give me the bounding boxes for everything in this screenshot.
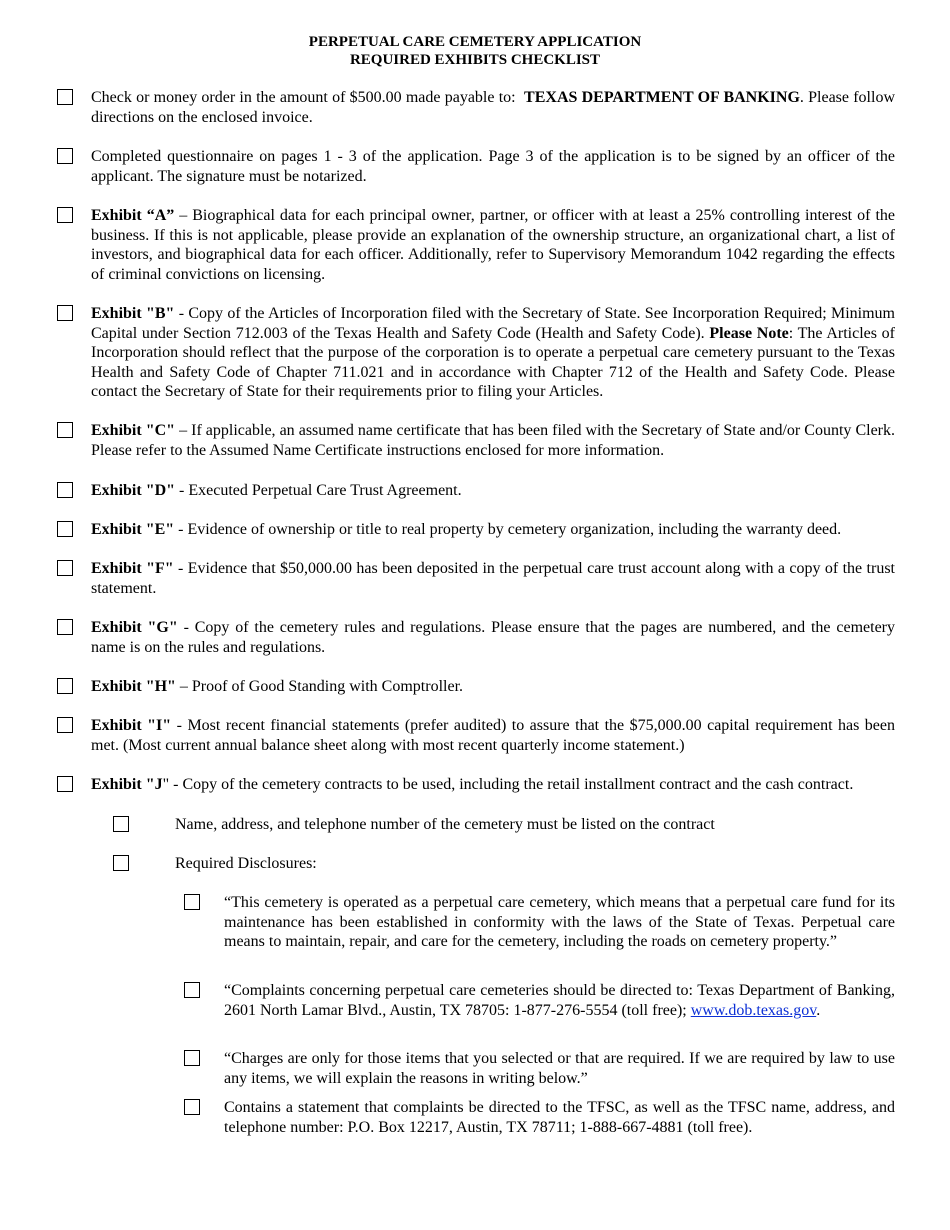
exhibit-c-label: Exhibit "C" <box>91 422 176 439</box>
exhibit-d-label: Exhibit "D" <box>91 482 176 499</box>
please-note-label: Please Note <box>709 324 789 342</box>
payee-name: TEXAS DEPARTMENT OF BANKING <box>524 89 800 106</box>
checkbox-disclosure-tfsc[interactable] <box>184 1099 200 1115</box>
disclosure-complaints: “Complaints concerning perpetual care cemeteries should be directed to: Texas Department of Banking, 2601 North Lamar Blvd., Austin, TX 78705: 1-877-276-5554 (toll free); www.dob.texas.gov. <box>224 982 895 1019</box>
checkbox-exhibit-f[interactable] <box>57 560 73 576</box>
exhibit-a-label: Exhibit “A” <box>91 207 175 224</box>
item-exhibit-b: Exhibit "B" - Copy of the Articles of Incorporation filed with the Secretary of State. See Incorporation Required; Minimum Capital under Section 712.003 of the Texas Health and Safety Code (Health and Safety Code). Please Note: The Articles of Incorporation should reflect that the purpose of the corporation is to operate a perpetual care cemetery pursuant to the Texas Health and Safety Code of Chapter 711.021 and in accordance with Chapter 712 of the Health and Safety Code. Please contact the Secretary of State for their requirements prior to filing your Articles. <box>91 305 896 401</box>
checkbox-fee[interactable] <box>57 89 73 105</box>
dob-website-link[interactable]: www.dob.texas.gov <box>690 1001 817 1019</box>
item-exhibit-j: Exhibit "J" - Copy of the cemetery contracts to be used, including the retail installment contract and the cash contract. <box>91 776 854 793</box>
exhibit-f-label: Exhibit "F" <box>91 560 174 577</box>
item-questionnaire: Completed questionnaire on pages 1 - 3 of the application. Page 3 of the application is to be signed by an officer of the applicant. The signature must be notarized. <box>91 148 895 185</box>
item-exhibit-i: Exhibit "I" - Most recent financial statements (prefer audited) to assure that the $75,000.00 capital requirement has been met. (Most current annual balance sheet along with most recent quarterly income statement.) <box>91 717 896 754</box>
sub-item-required-disclosures: Required Disclosures: <box>175 855 317 872</box>
disclosure-tfsc: Contains a statement that complaints be directed to the TFSC, as well as the TFSC name, address, and telephone number: P.O. Box 12217, Austin, TX 78711; 1-888-667-4881 (toll free). <box>224 1099 895 1136</box>
exhibit-h-label: Exhibit "H" <box>91 678 176 695</box>
exhibit-i-label: Exhibit "I" <box>91 717 172 734</box>
item-exhibit-a: Exhibit “A” – Biographical data for each principal owner, partner, or officer with at least a 25% controlling interest of the business. If this is not applicable, please provide an explanation of the ownership structure, an organizational chart, a list of investors, and biographical data for each officer. Additionally, refer to Supervisory Memorandum 1042 regarding the effects of criminal convictions on licensing. <box>91 207 895 283</box>
checkbox-questionnaire[interactable] <box>57 148 73 164</box>
exhibit-g-label: Exhibit "G" <box>91 619 178 636</box>
checkbox-exhibit-g[interactable] <box>57 619 73 635</box>
item-exhibit-e: Exhibit "E" - Evidence of ownership or title to real property by cemetery organization, including the warranty deed. <box>91 521 842 538</box>
checkbox-exhibit-h[interactable] <box>57 678 73 694</box>
checkbox-disclosure-charges[interactable] <box>184 1050 200 1066</box>
exhibit-b-label: Exhibit "B" <box>91 305 175 322</box>
exhibit-j-label: Exhibit "J <box>91 776 163 793</box>
checkbox-exhibit-d[interactable] <box>57 482 73 498</box>
item-fee: Check or money order in the amount of $500.00 made payable to: TEXAS DEPARTMENT OF BANKING. Please follow directions on the enclosed invoice. <box>91 89 896 126</box>
item-exhibit-f: Exhibit "F" - Evidence that $50,000.00 has been deposited in the perpetual care trust account along with a copy of the trust statement. <box>91 560 895 597</box>
item-exhibit-d: Exhibit "D" - Executed Perpetual Care Trust Agreement. <box>91 482 462 499</box>
checkbox-exhibit-e[interactable] <box>57 521 73 537</box>
disclosure-charges: “Charges are only for those items that you selected or that are required. If we are required by law to use any items, we will explain the reasons in writing below.” <box>224 1050 895 1087</box>
checkbox-disclosure-complaints[interactable] <box>184 982 200 998</box>
exhibit-e-label: Exhibit "E" <box>91 521 175 538</box>
title-line-1: PERPETUAL CARE CEMETERY APPLICATION <box>308 34 642 50</box>
checkbox-exhibit-b[interactable] <box>57 305 73 321</box>
checkbox-exhibit-j[interactable] <box>57 776 73 792</box>
item-exhibit-h: Exhibit "H" – Proof of Good Standing with Comptroller. <box>91 678 464 695</box>
page-title <box>0 34 950 69</box>
checkbox-exhibit-i[interactable] <box>57 717 73 733</box>
disclosure-perpetual-care: “This cemetery is operated as a perpetual care cemetery, which means that a perpetual care fund for its maintenance has been established in conformity with the laws of the State of Texas. Perpetual care means to maintain, repair, and care for the cemetery, including the roads on cemetery property.” <box>224 894 895 951</box>
item-exhibit-g: Exhibit "G" - Copy of the cemetery rules and regulations. Please ensure that the pages are numbered, and the cemetery name is on the rules and regulations. <box>91 619 895 656</box>
checkbox-required-disclosures[interactable] <box>113 855 129 871</box>
checkbox-name-address[interactable] <box>113 816 129 832</box>
item-exhibit-c: Exhibit "C" – If applicable, an assumed name certificate that has been filed with the Secretary of State and/or County Clerk. Please refer to the Assumed Name Certificate instructions enclosed for more information. <box>91 422 895 459</box>
title-line-2: REQUIRED EXHIBITS CHECKLIST <box>349 51 601 68</box>
checkbox-exhibit-a[interactable] <box>57 207 73 223</box>
checkbox-exhibit-c[interactable] <box>57 422 73 438</box>
checkbox-disclosure-perpetual-care[interactable] <box>184 894 200 910</box>
sub-item-name-address: Name, address, and telephone number of the cemetery must be listed on the contract <box>175 816 715 833</box>
